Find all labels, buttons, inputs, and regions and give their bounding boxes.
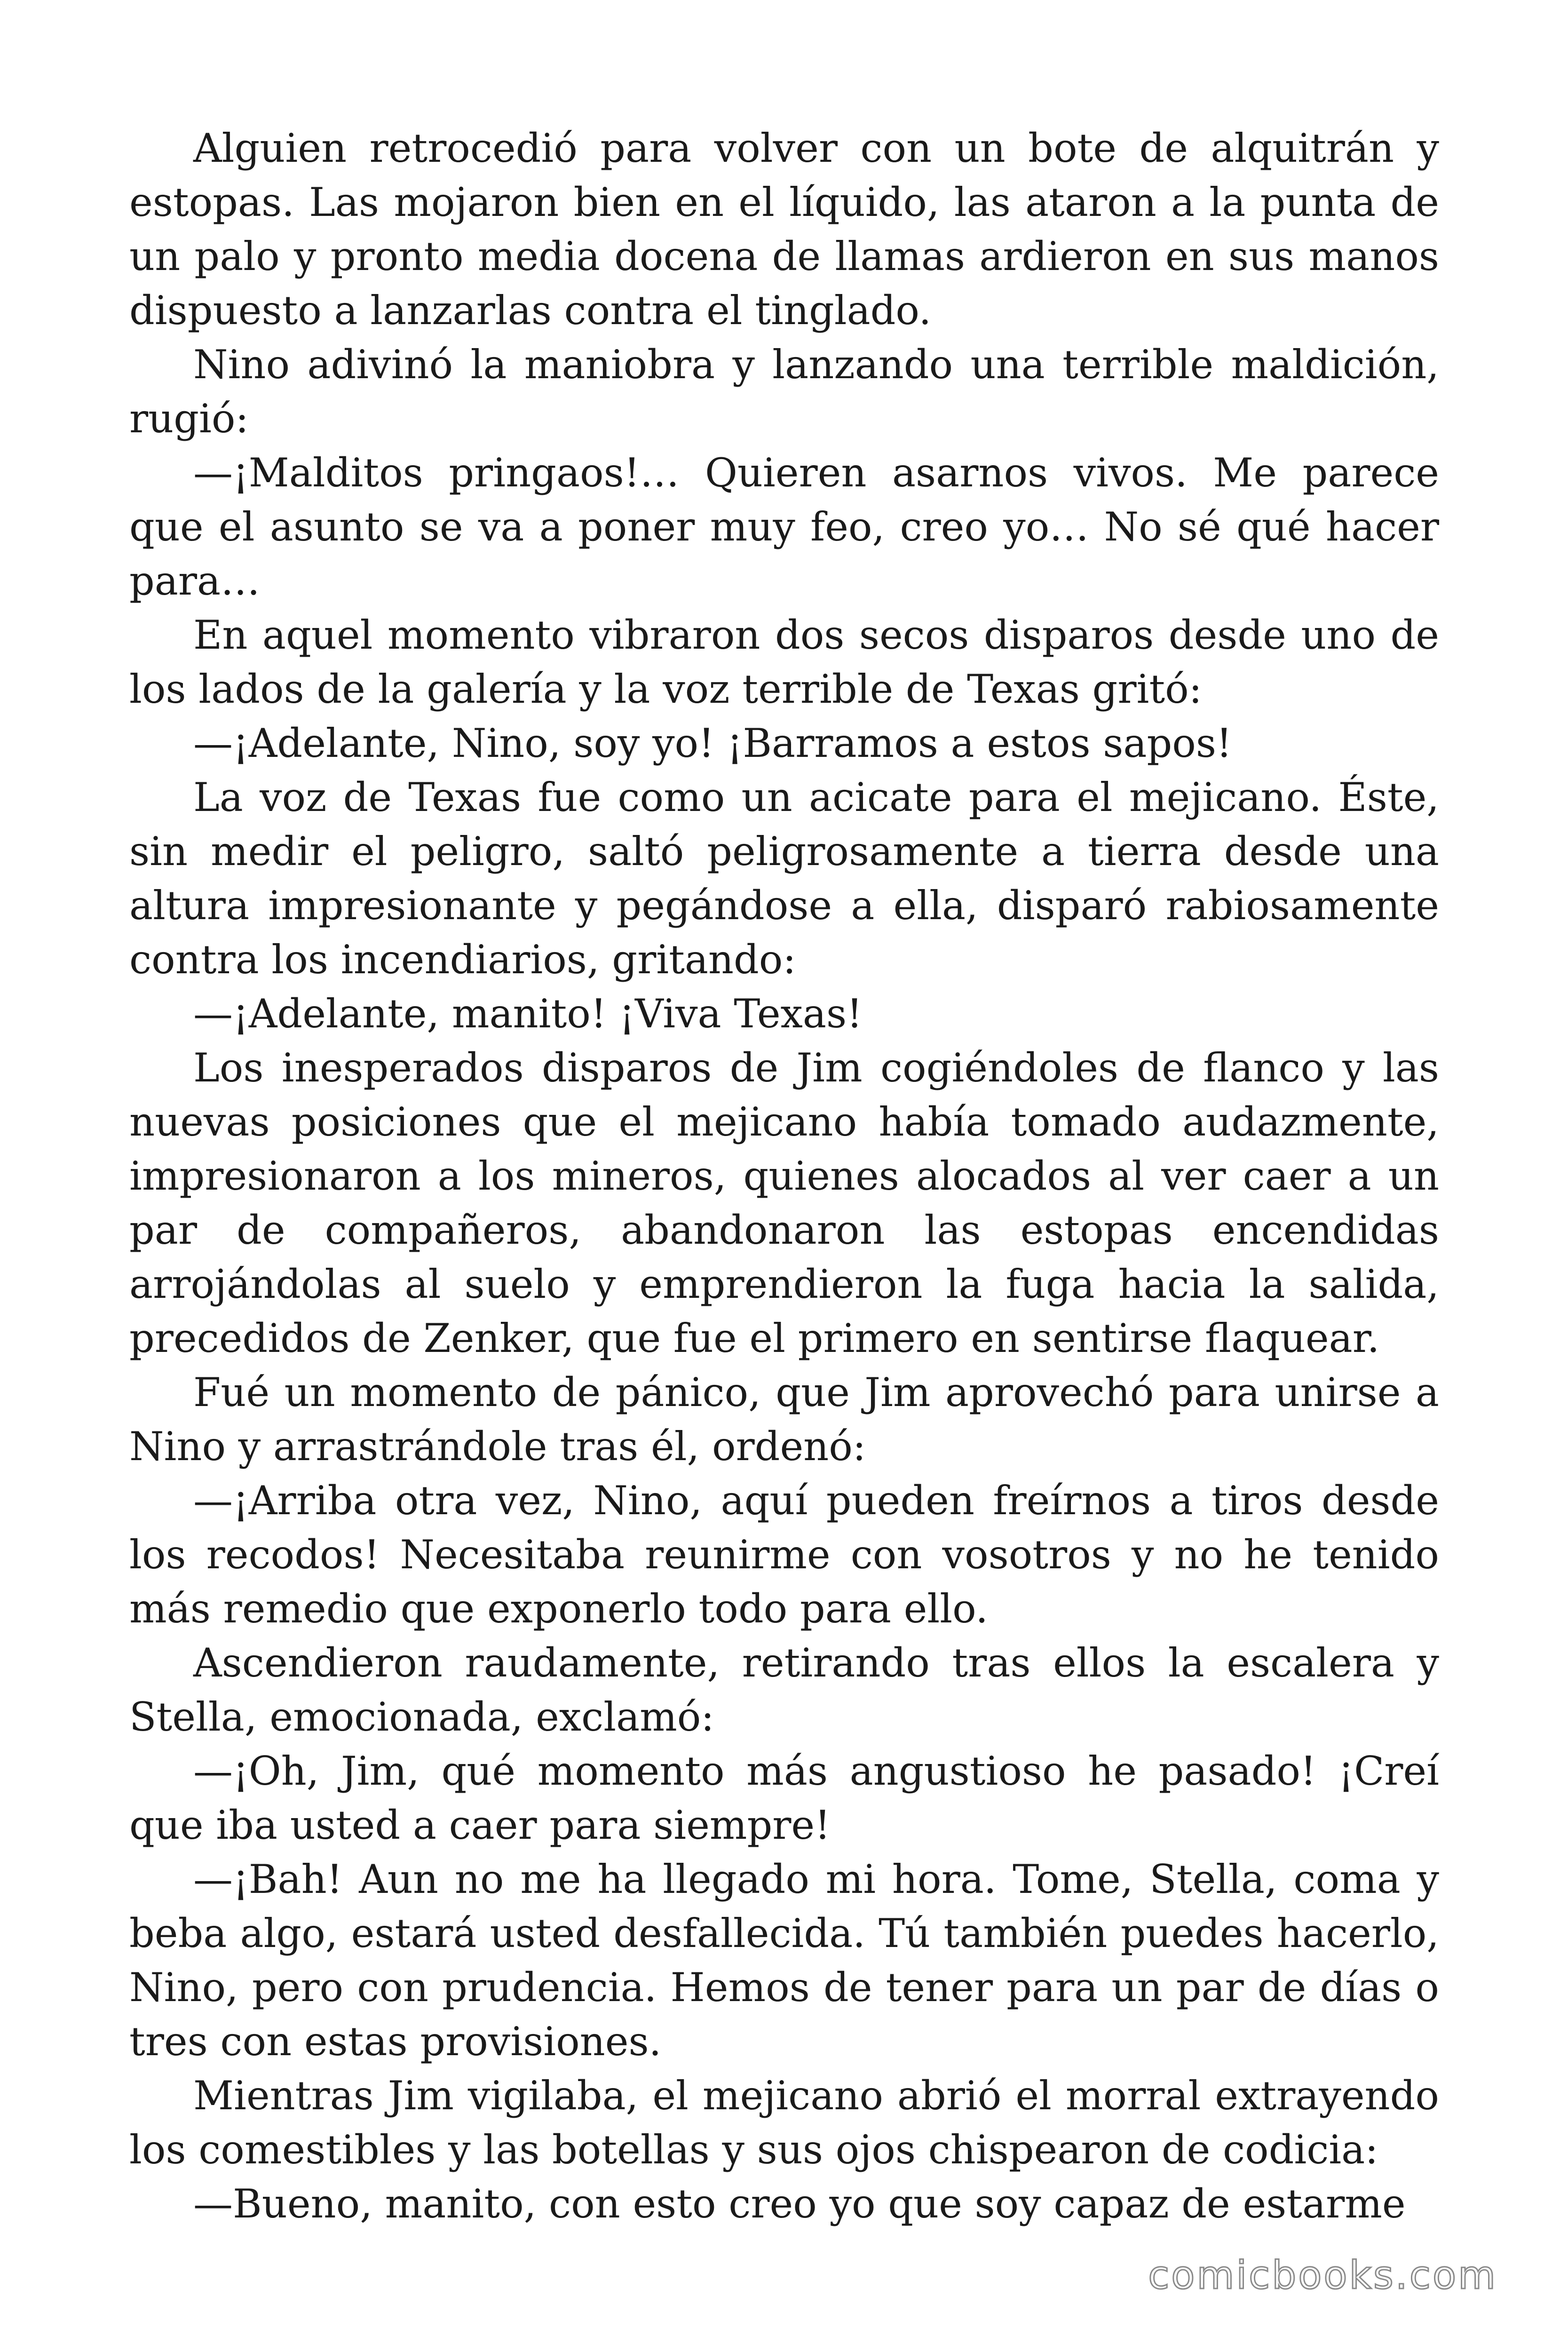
paragraph: Nino adivinó la maniobra y lanzando una terrible maldición, rugió: xyxy=(129,342,1439,442)
dialogue-line: —¡Adelante, manito! ¡Viva Texas! xyxy=(193,991,863,1037)
dialogue-line: —¡Arriba otra vez, Nino, aquí pueden freírnos a tiros desde los recodos! Necesitaba reunirme con vosotros y no he tenido más remedio que exponerlo todo para ello. xyxy=(129,1478,1439,1632)
dialogue-line: —¡Bah! Aun no me ha llegado mi hora. Tome, Stella, coma y beba algo, estará usted desfallecida. Tú también puedes hacerlo, Nino, pero con prudencia. Hemos de tener para un par de días o tres con estas provisiones. xyxy=(129,1856,1439,2065)
paragraph: Los inesperados disparos de Jim cogiéndoles de flanco y las nuevas posiciones que el mejicano había tomado audazmente, impresionaron a los mineros, quienes alocados al ver caer a un par de compañeros, abandonaron las estopas encendidas arrojándolas al suelo y emprendieron la fuga hacia la salida, precedidos de Zenker, que fue el primero en sentirse flaquear. xyxy=(129,1045,1439,1361)
dialogue-line: —Bueno, manito, con esto creo yo que soy capaz de estarme xyxy=(193,2181,1406,2227)
book-page-text xyxy=(129,121,1439,2231)
paragraph: En aquel momento vibraron dos secos disparos desde uno de los lados de la galería y la voz terrible de Texas gritó: xyxy=(129,612,1439,712)
paragraph: Fué un momento de pánico, que Jim aprovechó para unirse a Nino y arrastrándole tras él, ordenó: xyxy=(129,1369,1439,1470)
dialogue-line: —¡Adelante, Nino, soy yo! ¡Barramos a estos sapos! xyxy=(193,720,1232,766)
dialogue-line: —¡Oh, Jim, qué momento más angustioso he pasado! ¡Creí que iba usted a caer para siempre! xyxy=(129,1748,1439,1848)
paragraph: Ascendieron raudamente, retirando tras ellos la escalera y Stella, emocionada, exclamó: xyxy=(129,1640,1439,1740)
paragraph: Alguien retrocedió para volver con un bote de alquitrán y estopas. Las mojaron bien en el líquido, las ataron a la punta de un palo y pronto media docena de llamas ardieron en sus manos dispuesto a lanzarlas contra el tinglado. xyxy=(129,125,1439,334)
paragraph: La voz de Texas fue como un acicate para el mejicano. Éste, sin medir el peligro, saltó peligrosamente a tierra desde una altura impresionante y pegándose a ella, disparó rabiosamente contra los incendiarios, gritando: xyxy=(129,774,1439,983)
watermark: comicbooks.com xyxy=(1148,2253,1497,2298)
dialogue-line: —¡Malditos pringaos!… Quieren asarnos vivos. Me parece que el asunto se va a poner muy feo, creo yo… No sé qué hacer para… xyxy=(129,450,1439,604)
paragraph: Mientras Jim vigilaba, el mejicano abrió el morral extrayendo los comestibles y las botellas y sus ojos chispearon de codicia: xyxy=(129,2073,1439,2173)
